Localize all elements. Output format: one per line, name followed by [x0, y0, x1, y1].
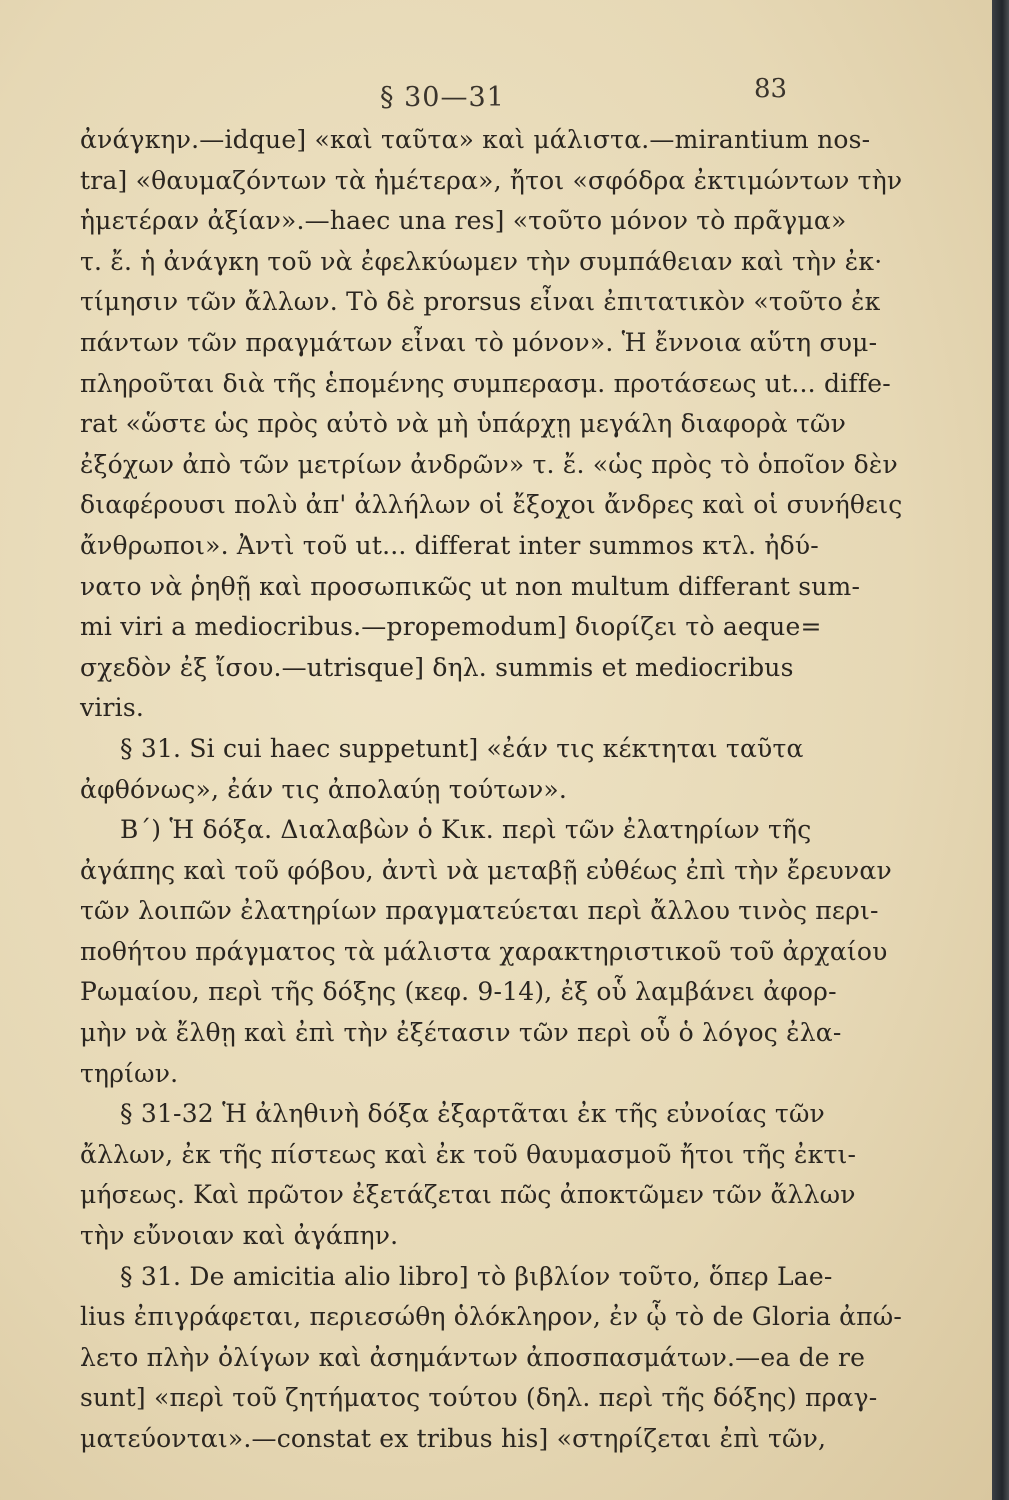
text-line: πάντων τῶν πραγμάτων εἶναι τὸ μόνον». Ἡ ἔννοια αὕτη συμ-: [80, 327, 878, 357]
text-line: lius ἐπιγράφεται, περιεσώθη ὁλόκληρον, ἐν ᾧ τὸ de Gloria ἀπώ-: [80, 1302, 903, 1332]
page-number: 83: [754, 74, 788, 104]
body-text: [80, 120, 940, 1460]
text-line: διαφέρουσι πολὺ ἀπ' ἀλλήλων οἱ ἔξοχοι ἄνδρες καὶ οἱ συνήθεις: [80, 490, 903, 520]
text-line: ποθήτου πράγματος τὰ μάλιστα χαρακτηριστικοῦ τοῦ ἀρχαίου: [80, 936, 888, 966]
text-line: viris.: [80, 693, 145, 723]
text-line: § 31. De amicitia alio libro] τὸ βιβλίον τοῦτο, ὅπερ Lae-: [120, 1261, 833, 1291]
text-line: mi viri a mediocribus.—propemodum] διορίζει τὸ aeque=: [80, 612, 822, 642]
text-line: ἀνάγκην.—idque] «καὶ ταῦτα» καὶ μάλιστα.—mirantium nos-: [80, 125, 871, 154]
text-line: Β΄) Ἡ δόξα. Διαλαβὼν ὁ Κικ. περὶ τῶν ἐλατηρίων τῆς: [120, 815, 812, 845]
text-line: ἄλλων, ἐκ τῆς πίστεως καὶ ἐκ τοῦ θαυμασμοῦ ἤτοι τῆς ἐκτι-: [80, 1139, 857, 1169]
text-line: μήσεως. Καὶ πρῶτον ἐξετάζεται πῶς ἀποκτῶμεν τῶν ἄλλων: [80, 1180, 856, 1210]
text-line: ἀγάπης καὶ τοῦ φόβου, ἀντὶ νὰ μεταβῇ εὐθέως ἐπὶ τὴν ἔρευναν: [80, 855, 892, 885]
text-line: sunt] «περὶ τοῦ ζητήματος τούτου (δηλ. περὶ τῆς δόξης) πραγ-: [80, 1383, 878, 1413]
text-line: τίμησιν τῶν ἄλλων. Τὸ δὲ prorsus εἶναι ἐπιτατικὸν «τοῦτο ἐκ: [80, 287, 881, 317]
book-spine-edge: [992, 0, 1009, 1500]
text-line: ματεύονται».—constat ex tribus his] «στηρίζεται ἐπὶ τῶν,: [80, 1424, 827, 1453]
text-line: λετο πλὴν ὀλίγων καὶ ἀσημάντων ἀποσπασμάτων.—ea de re: [80, 1342, 866, 1372]
text-line: rat «ὥστε ὡς πρὸς αὐτὸ νὰ μὴ ὑπάρχῃ μεγάλη διαφορὰ τῶν: [80, 409, 847, 439]
text-line: μὴν νὰ ἔλθῃ καὶ ἐπὶ τὴν ἐξέτασιν τῶν περὶ οὗ ὁ λόγος ἐλα-: [80, 1018, 842, 1048]
text-line: § 31. Si cui haec suppetunt] «ἐάν τις κέκτηται ταῦτα: [120, 733, 804, 763]
text-line: Ρωμαίου, περὶ τῆς δόξης (κεφ. 9-14), ἐξ οὗ λαμβάνει ἀφορ-: [80, 977, 837, 1007]
text-line: νατο νὰ ῥηθῇ καὶ προσωπικῶς ut non multum differant sum-: [80, 571, 861, 601]
text-line: tra] «θαυμαζόντων τὰ ἡμέτερα», ἤτοι «σφόδρα ἐκτιμώντων τὴν: [80, 165, 903, 195]
text-line: πληροῦται διὰ τῆς ἑπομένης συμπερασμ. προτάσεως ut... diffe-: [80, 368, 891, 398]
text-line: ἡμετέραν ἀξίαν».—haec una res] «τοῦτο μόνον τὸ πρᾶγμα»: [80, 206, 847, 236]
text-line: ἐξόχων ἀπὸ τῶν μετρίων ἀνδρῶν» τ. ἔ. «ὡς πρὸς τὸ ὁποῖον δὲν: [80, 449, 898, 479]
text-line: τηρίων.: [80, 1058, 179, 1088]
text-line: σχεδὸν ἐξ ἴσου.—utrisque] δηλ. summis et mediocribus: [80, 652, 794, 682]
text-line: ἀφθόνως», ἐάν τις ἀπολαύῃ τούτων».: [80, 774, 568, 804]
text-line: § 31-32 Ἡ ἀληθινὴ δόξα ἐξαρτᾶται ἐκ τῆς εὐνοίας τῶν: [120, 1099, 825, 1129]
text-line: τ. ἔ. ἡ ἀνάγκη τοῦ νὰ ἐφελκύωμεν τὴν συμπάθειαν καὶ τὴν ἐκ·: [80, 246, 883, 276]
text-line: τὴν εὔνοιαν καὶ ἀγάπην.: [80, 1221, 399, 1251]
running-header: § 30—31: [380, 82, 505, 113]
text-line: τῶν λοιπῶν ἐλατηρίων πραγματεύεται περὶ ἄλλου τινὸς περι-: [80, 896, 879, 926]
text-line: ἄνθρωποι». Ἀντὶ τοῦ ut... differat inter summos κτλ. ἠδύ-: [80, 530, 819, 560]
